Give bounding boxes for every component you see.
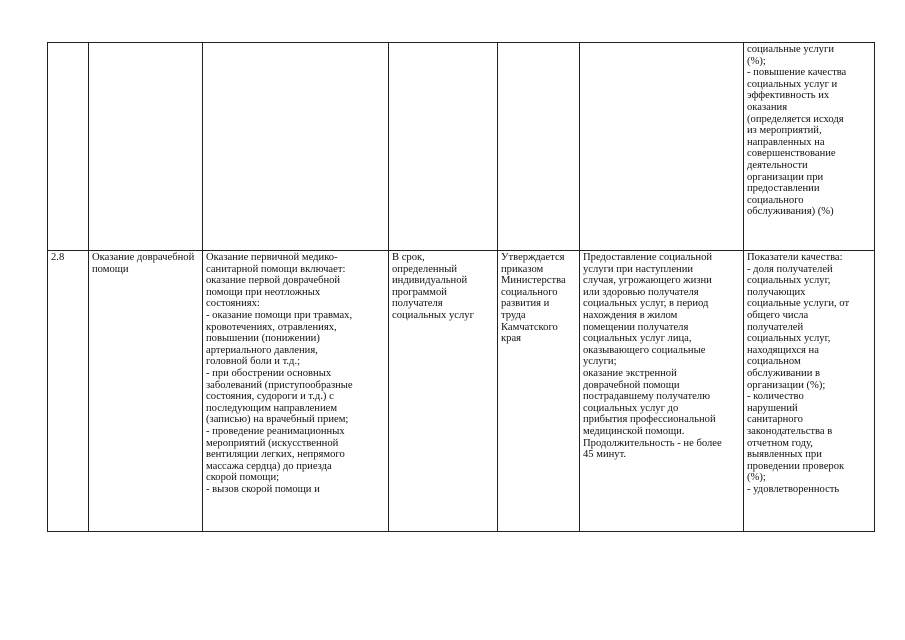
quality-indicator-line: законодательства в bbox=[747, 425, 833, 437]
description-line: (записью) на врачебный прием; bbox=[206, 414, 349, 426]
description-line: повышении (понижении) bbox=[206, 333, 320, 345]
conditions-line: 45 минут. bbox=[583, 449, 627, 461]
conditions-cell bbox=[580, 251, 744, 532]
conditions-line: услуги; bbox=[583, 356, 617, 368]
approval-cell bbox=[498, 251, 580, 532]
description-line: головной боли и т.д.; bbox=[206, 356, 301, 368]
description-line: скорой помощи; bbox=[206, 472, 280, 484]
quality-indicator-line: обслуживания) (%) bbox=[747, 206, 834, 218]
description-cell bbox=[203, 251, 389, 532]
quality-indicator-line: (определяется исходя bbox=[747, 113, 844, 125]
approval-cell bbox=[498, 43, 580, 251]
description-line: заболеваний (приступообразные bbox=[206, 379, 353, 391]
conditions-line: пострадавшему получателю bbox=[583, 391, 710, 403]
quality-indicator-line: (%); bbox=[747, 55, 766, 67]
quality-indicator-line: отчетном году, bbox=[747, 437, 813, 449]
conditions-line: оказание экстренной bbox=[583, 367, 677, 379]
conditions-line: оказывающего социальные bbox=[583, 344, 706, 356]
term-line: В срок, bbox=[392, 252, 425, 263]
approval-line: Камчатского bbox=[501, 321, 558, 333]
conditions-line: доврачебной помощи bbox=[583, 379, 680, 391]
conditions-line: социальных услуг, в период bbox=[583, 298, 709, 310]
quality-indicator-line: общего числа bbox=[747, 309, 809, 321]
quality-indicator-line: совершенствование bbox=[747, 148, 836, 160]
service-name: Оказание доврачебной помощи bbox=[92, 252, 195, 275]
services-table bbox=[47, 42, 875, 532]
term-line: программой bbox=[392, 286, 447, 298]
description-line: - вызов скорой помощи и bbox=[206, 483, 320, 495]
approval-line: Министерства bbox=[501, 275, 566, 287]
description-line: мероприятий (искусственной bbox=[206, 437, 339, 449]
description-line: помощи при неотложных bbox=[206, 286, 321, 298]
description-line: Оказание первичной медико- bbox=[206, 252, 338, 263]
conditions-line: медицинской помощи. bbox=[583, 425, 685, 437]
conditions-line: социальных услуг до bbox=[583, 402, 679, 414]
description-line: - проведение реанимационных bbox=[206, 425, 345, 437]
quality-indicator-line: получателей bbox=[747, 321, 804, 333]
conditions-line: случая, угрожающего жизни bbox=[583, 275, 712, 287]
quality-indicator-line: эффективность их bbox=[747, 90, 830, 102]
service-name-cell bbox=[89, 43, 203, 251]
quality-indicator-line: социальных услуг и bbox=[747, 78, 838, 90]
conditions-line: социальных услуг лица, bbox=[583, 333, 692, 345]
quality-indicator-line: получающих bbox=[747, 286, 806, 298]
conditions-line: Продолжительность - не более bbox=[583, 437, 722, 449]
quality-indicator-line: обслуживании в bbox=[747, 367, 821, 379]
quality-indicator-line: санитарного bbox=[747, 414, 803, 426]
approval-line: края bbox=[501, 333, 522, 345]
quality-indicator-line: организации при bbox=[747, 171, 824, 183]
description-line: вентиляции легких, непрямого bbox=[206, 449, 345, 461]
conditions-line: помещении получателя bbox=[583, 321, 689, 333]
description-line: - оказание помощи при травмах, bbox=[206, 309, 353, 321]
number-cell bbox=[48, 43, 89, 251]
description-line: оказание первой доврачебной bbox=[206, 275, 341, 287]
description-line: последующим направлением bbox=[206, 402, 338, 414]
description-line: санитарной помощи включает: bbox=[206, 263, 346, 275]
description-line: состояния, судороги и т.д.) с bbox=[206, 391, 334, 403]
quality-indicator-line: организации (%); bbox=[747, 379, 826, 391]
quality-indicator-line: социальном bbox=[747, 356, 801, 368]
conditions-line: нахождения в жилом bbox=[583, 309, 678, 321]
table-row-continuation bbox=[48, 43, 875, 251]
quality-indicator-line: (%); bbox=[747, 472, 766, 484]
quality-indicator-line: деятельности bbox=[747, 159, 808, 171]
number-cell bbox=[48, 251, 89, 532]
conditions-line: или здоровью получателя bbox=[583, 286, 699, 298]
conditions-line: услуги при наступлении bbox=[583, 263, 694, 275]
quality-indicator-line: - количество bbox=[747, 391, 804, 403]
term-cell bbox=[389, 251, 498, 532]
service-name-cell bbox=[89, 251, 203, 532]
conditions-line: Предоставление социальной bbox=[583, 252, 713, 263]
quality-indicator-line: оказания bbox=[747, 101, 788, 113]
quality-indicator-line: направленных на bbox=[747, 136, 825, 148]
term-line: индивидуальной bbox=[392, 275, 468, 287]
quality-indicator-line: нарушений bbox=[747, 402, 798, 414]
quality-indicator-line: социальных услуг, bbox=[747, 333, 831, 345]
description-line: состояниях: bbox=[206, 298, 260, 310]
row-number: 2.8 bbox=[51, 252, 65, 263]
quality-indicator-line: предоставлении bbox=[747, 183, 820, 195]
quality-indicator-line: выявленных при bbox=[747, 449, 822, 461]
approval-line: труда bbox=[501, 309, 526, 321]
quality-indicator-line: социальных услуг, bbox=[747, 275, 831, 287]
quality-indicator-line: из мероприятий, bbox=[747, 125, 822, 137]
conditions-line: прибытия профессиональной bbox=[583, 414, 716, 426]
table-row-2-8 bbox=[48, 251, 875, 532]
quality-indicator-line: проведении проверок bbox=[747, 460, 845, 472]
quality-indicators-cell bbox=[744, 43, 875, 251]
quality-indicator-line: социального bbox=[747, 194, 804, 206]
description-line: - при обострении основных bbox=[206, 367, 332, 379]
quality-indicators-cell bbox=[744, 251, 875, 532]
quality-indicator-line: социальные услуги bbox=[747, 44, 834, 55]
quality-indicator-line: - повышение качества bbox=[747, 67, 847, 79]
term-cell bbox=[389, 43, 498, 251]
approval-line: Утверждается bbox=[501, 252, 565, 263]
quality-indicator-line: находящихся на bbox=[747, 344, 819, 356]
term-line: социальных услуг bbox=[392, 309, 474, 321]
description-line: кровотечениях, отравлениях, bbox=[206, 321, 337, 333]
description-cell bbox=[203, 43, 389, 251]
quality-indicator-line: - доля получателей bbox=[747, 263, 833, 275]
quality-indicator-line: социальные услуги, от bbox=[747, 298, 850, 310]
approval-line: приказом bbox=[501, 263, 544, 275]
description-line: артериального давления, bbox=[206, 344, 318, 356]
term-line: определенный bbox=[392, 263, 458, 275]
approval-line: развития и bbox=[501, 298, 550, 310]
quality-indicator-line: Показатели качества: bbox=[747, 252, 843, 263]
quality-indicator-line: - удовлетворенность bbox=[747, 483, 840, 495]
conditions-cell bbox=[580, 43, 744, 251]
description-line: массажа сердца) до приезда bbox=[206, 460, 332, 472]
approval-line: социального bbox=[501, 286, 558, 298]
term-line: получателя bbox=[392, 298, 443, 310]
